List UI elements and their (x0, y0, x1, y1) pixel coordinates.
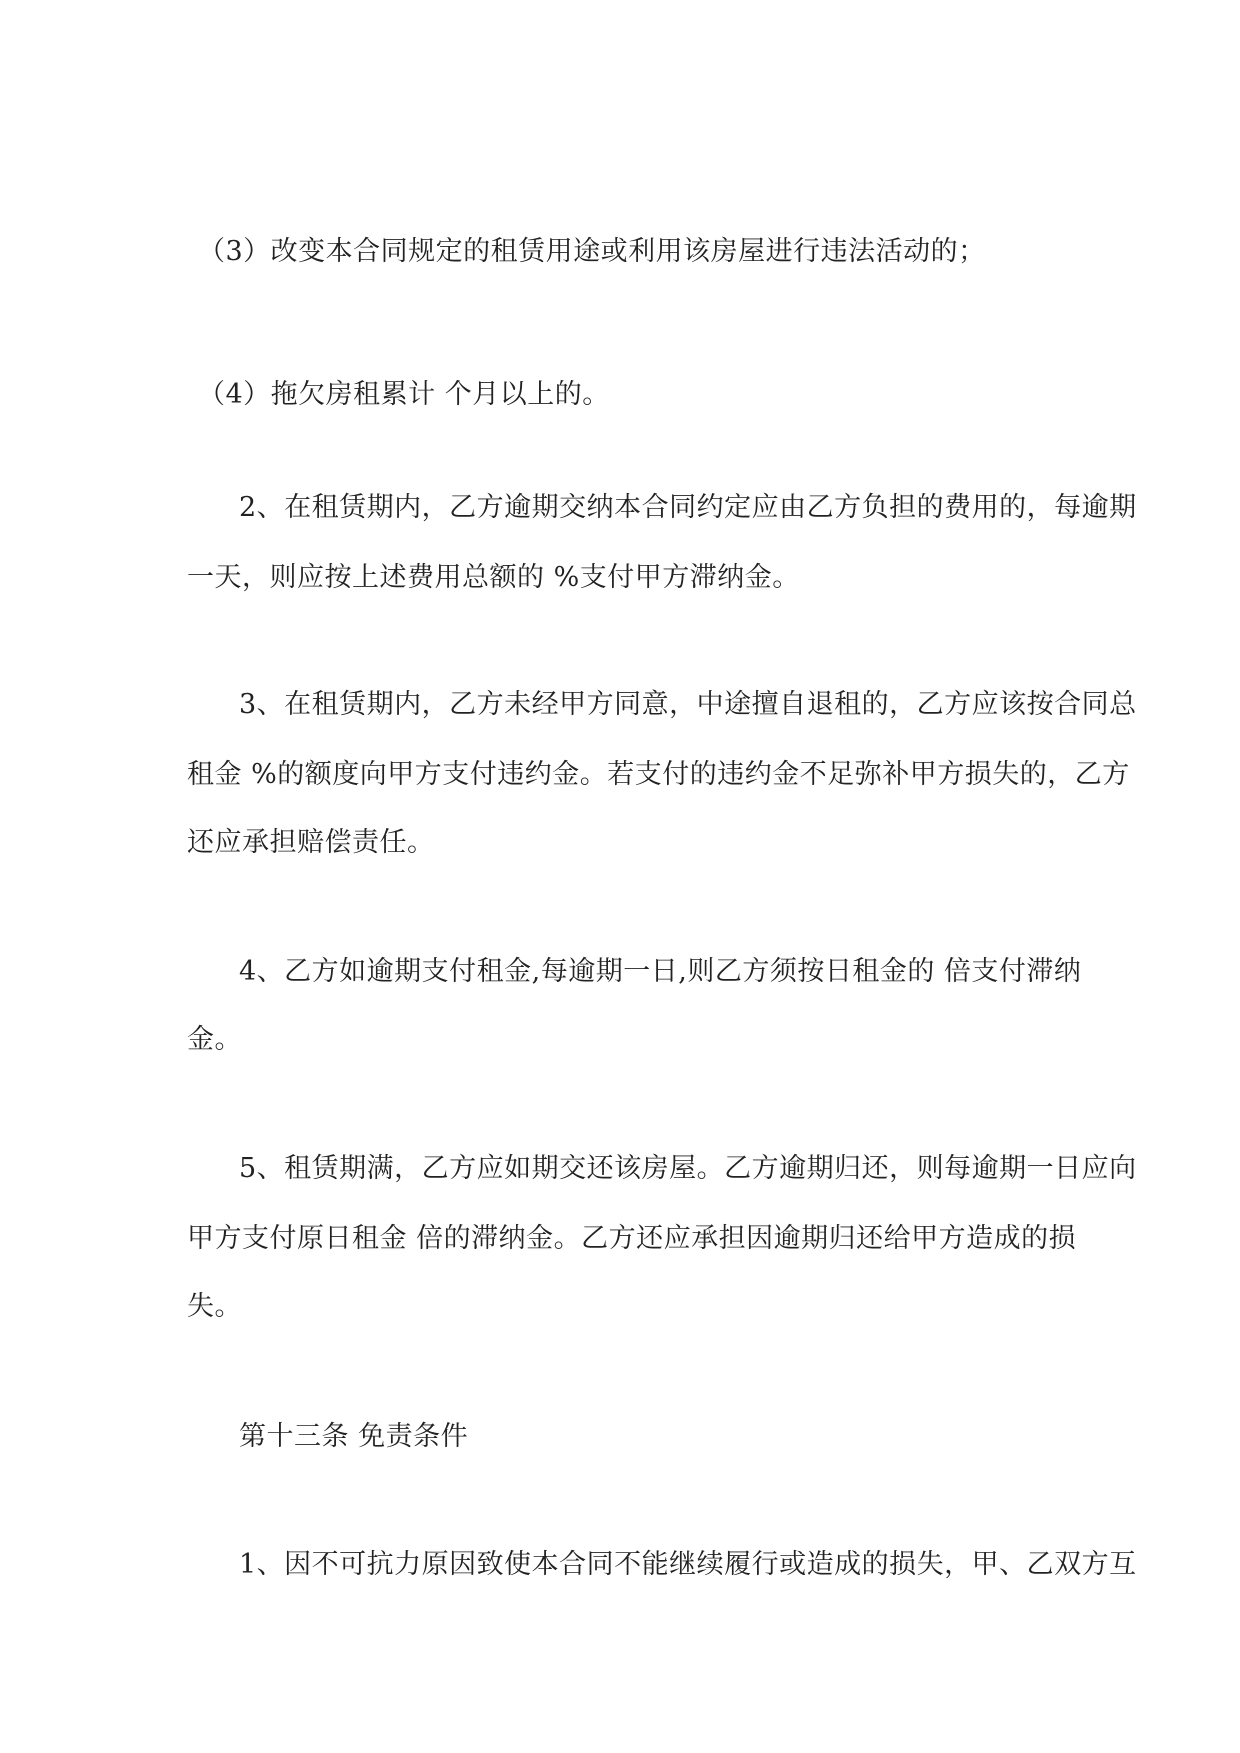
clause-item-3: （3）改变本合同规定的租赁用途或利用该房屋进行违法活动的； (198, 236, 986, 267)
paragraph-5-line-1: 5、租赁期满，乙方应如期交还该房屋。乙方逾期归还，则每逾期一日应向 (239, 1153, 1137, 1184)
paragraph-2-line-1: 2、在租赁期内，乙方逾期交纳本合同约定应由乙方负担的费用的，每逾期 (239, 492, 1137, 523)
clause-item-4: （4）拖欠房租累计 个月以上的。 (198, 379, 610, 410)
paragraph-3-line-1: 3、在租赁期内，乙方未经甲方同意，中途擅自退租的，乙方应该按合同总 (239, 689, 1137, 720)
paragraph-2-line-2: 一天，则应按上述费用总额的 %支付甲方滞纳金。 (187, 562, 800, 593)
paragraph-4-line-1: 4、乙方如逾期支付租金,每逾期一日,则乙方须按日租金的 倍支付滞纳 (239, 956, 1082, 987)
section-heading: 第十三条 免责条件 (239, 1421, 469, 1452)
paragraph-5-line-3: 失。 (187, 1291, 242, 1322)
paragraph-13-1-line-1: 1、因不可抗力原因致使本合同不能继续履行或造成的损失，甲、乙双方互 (239, 1549, 1137, 1580)
paragraph-3-line-2: 租金 %的额度向甲方支付违约金。若支付的违约金不足弥补甲方损失的，乙方 (187, 759, 1130, 790)
paragraph-5-line-2: 甲方支付原日租金 倍的滞纳金。乙方还应承担因逾期归还给甲方造成的损 (187, 1223, 1077, 1254)
paragraph-4-line-2: 金。 (187, 1024, 242, 1055)
paragraph-3-line-3: 还应承担赔偿责任。 (187, 827, 435, 858)
